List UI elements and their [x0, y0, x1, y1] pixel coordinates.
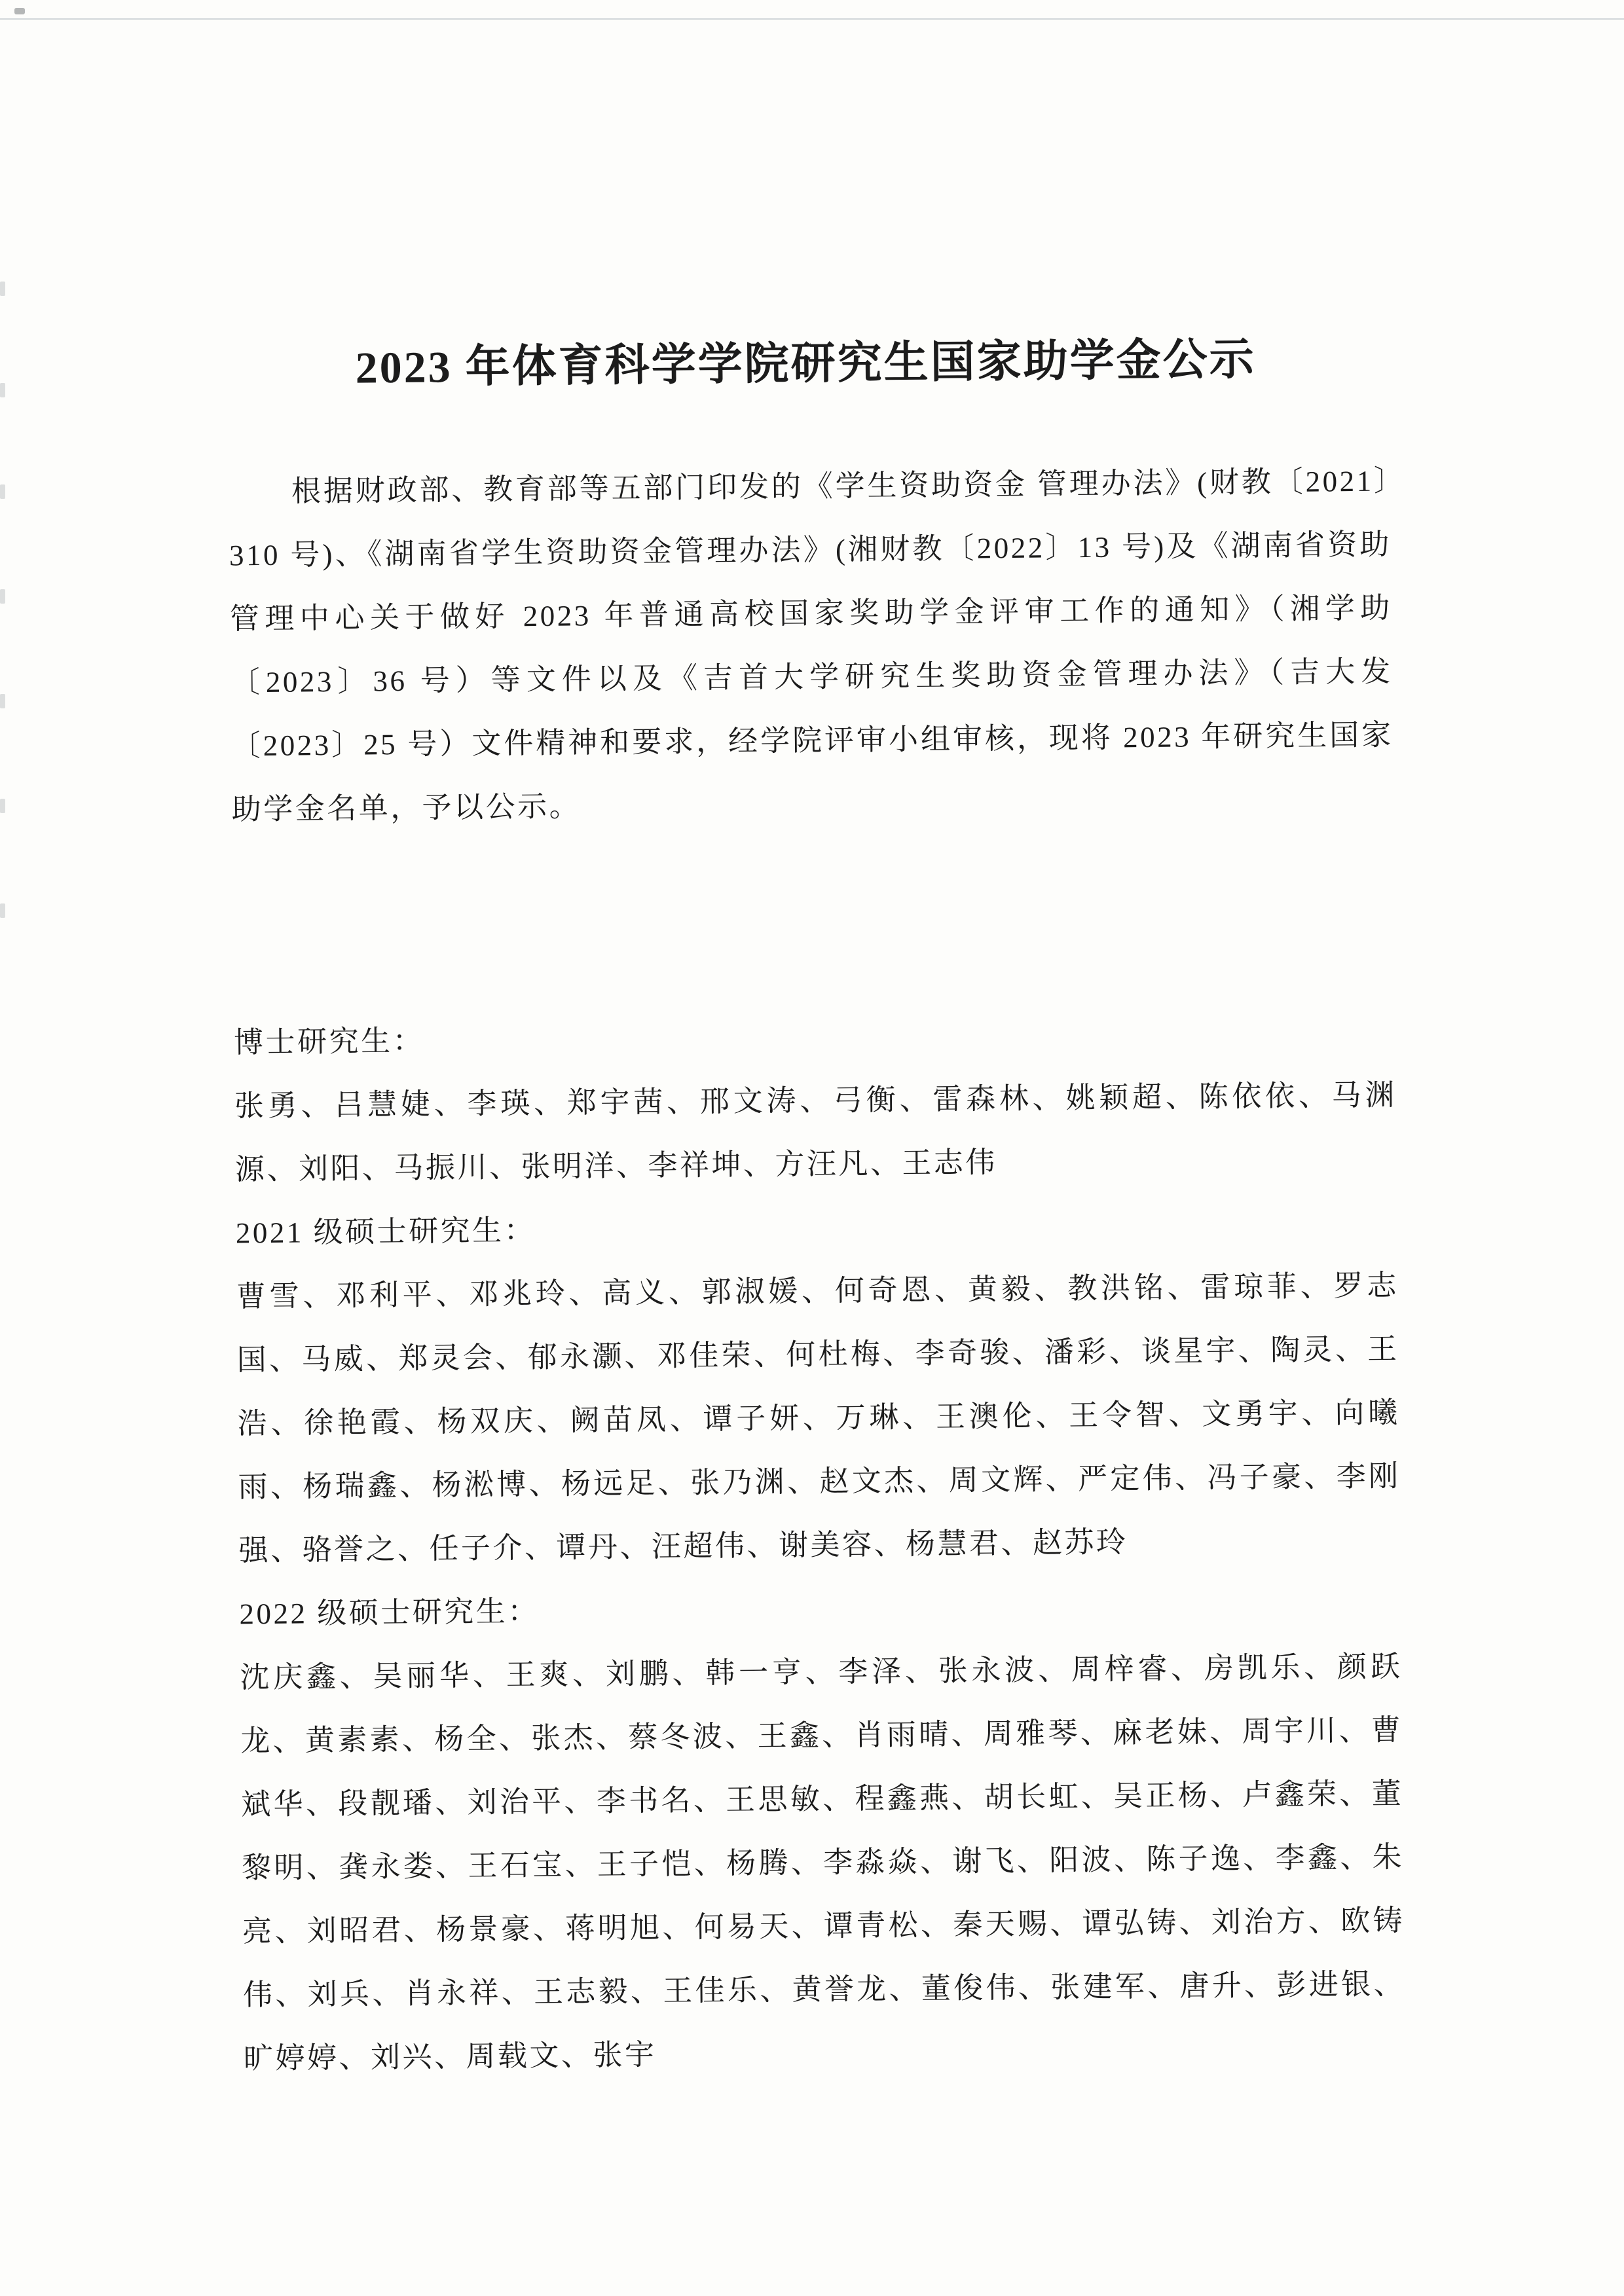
section-heading-doctoral: 博士研究生：: [233, 1024, 425, 1059]
section-heading-masters-2021: 2021 级硕士研究生：: [235, 1214, 536, 1250]
document-title: 2023 年体育科学学院研究生国家助学金公示: [355, 333, 1257, 393]
name-list-masters-2022: 沈庆鑫、吴丽华、王爽、刘鹏、韩一亨、李泽、张永波、周梓睿、房凯乐、颜跃龙、黄素素、杨全、张杰、蔡冬波、王鑫、肖雨晴、周雅琴、麻老妹、周宇川、曹斌华、段靓璠、刘治平、李书名、王思敏、程鑫燕、胡长虹、吴正杨、卢鑫荣、董黎明、龚永娄、王石宝、王子恺、杨腾、李淼焱、谢飞、阳波、陈子逸、李鑫、朱亮、刘昭君、杨景豪、蒋明旭、何易天、谭青松、秦天赐、谭弘铸、刘治方、欧铸伟、刘兵、肖永祥、王志毅、王佳乐、黄誉龙、董俊伟、张建军、唐升、彭进银、旷婷婷、刘兴、周载文、张宇: [240, 1650, 1406, 2075]
name-list-masters-2021: 曹雪、邓利平、邓兆玲、高义、郭淑媛、何奇恩、黄毅、教洪铭、雷琼菲、罗志国、马威、郑灵会、郁永灏、邓佳荣、何杜梅、李奇骏、潘彩、谈星宇、陶灵、王浩、徐艳霞、杨双庆、阙苗凤、谭子妍、万琳、王澳伦、王令智、文勇宇、向曦雨、杨瑞鑫、杨淞博、杨远足、张乃渊、赵文杰、周文辉、严定伟、冯子豪、李刚强、骆誉之、任子介、谭丹、汪超伟、谢美容、杨慧君、赵苏玲: [236, 1269, 1401, 1567]
intro-paragraph: 根据财政部、教育部等五部门印发的《学生资助资金 管理办法》(财教〔2021〕310 号)、《湖南省学生资助资金管理办法》(湘财教〔2022〕13 号)及《湖南省资助管理中心关于做好 2023 年普通高校国家奖助学金评审工作的通知》（湘学助〔2023〕36 号）等文件以及《吉首大学研究生奖助资金管理办法》（吉大发〔2023〕25 号）文件精神和要求，经学院评审小组审核，现将 2023 年研究生国家助学金名单，予以公示。: [229, 464, 1393, 826]
grant-name-lists: [234, 1000, 1407, 2090]
name-list-doctoral: 张勇、吕慧婕、李瑛、郑宇茜、邢文涛、弓衡、雷森林、姚颖超、陈依依、马渊源、刘阳、马振川、张明洋、李祥坤、方汪凡、王志伟: [234, 1078, 1397, 1186]
section-heading-masters-2022: 2022 级硕士研究生：: [239, 1595, 540, 1631]
